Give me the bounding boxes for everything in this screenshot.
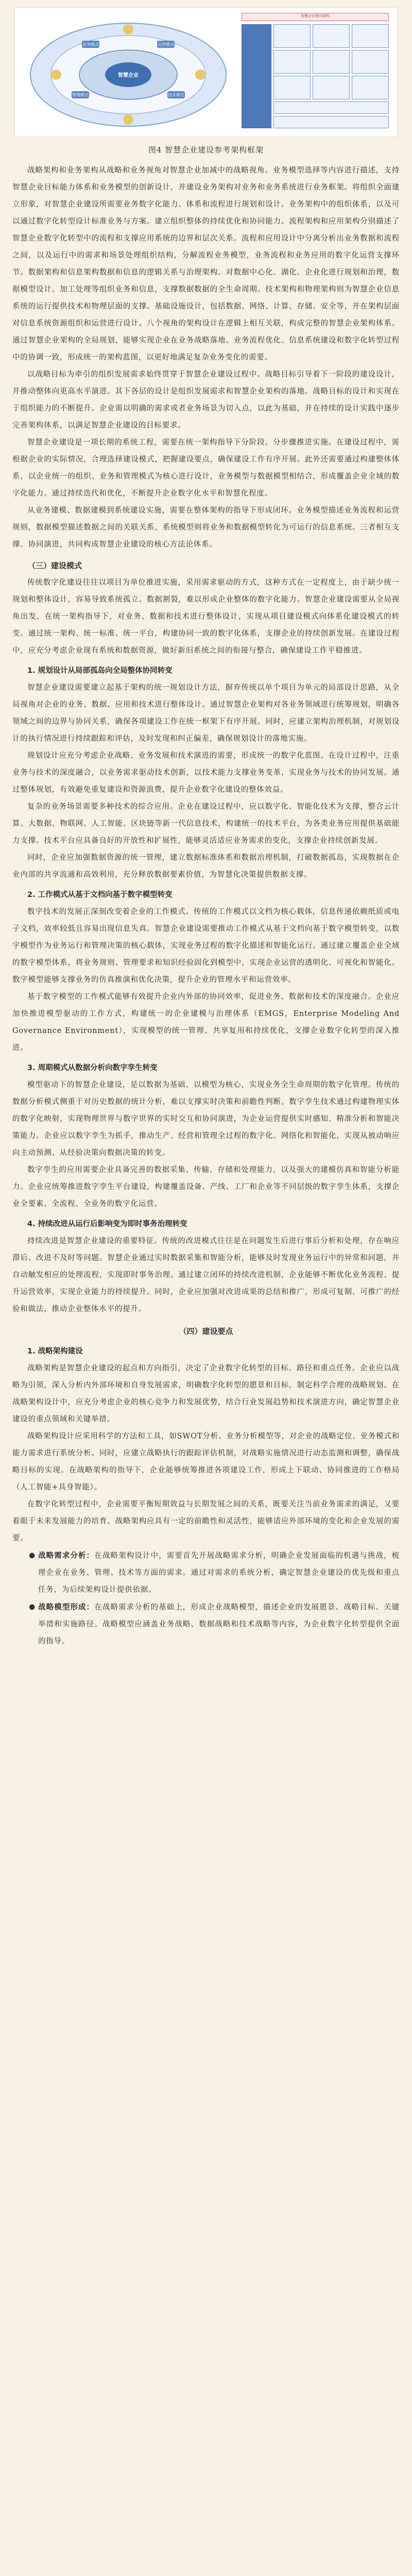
paragraph: 战略架构和业务架构从战略和业务视角对智慧企业加减中的战略视角。业务模型选择等内容进行描述，支持智慧企业目标能力体系和业务模型的创新设计，并建设业务架构对业务和业务系统进行业务框架。将组织全面建立形象，对智慧企业建设所需要业务数字化能力、体系和流程进行规划和设计。业务架构中的组织体系，以及可以通过数字化转型设计标准业务与方案。建立组织整体的持续优化和协同能力。流程架构和应用架构分别描述了智慧企业数字化转型中的流程和支撑应用系统的边界和层次关系。流程和应用设计中分离分析出业务数据和流程之间，以及运行中的需求和场景处理组织结构，分解流程业务模型，业务流程和业务应用的数字化运营支撑环节。数据架构和信息架构数据和信息的逻辑关系与治理架构。对数据中心化、湖化、企业化进行规划和治理，数据模型设计、加工处理等组织业务和信息，支撑数据数据的全生命周期。技术架构和物理架构则为智慧企业信息系统的运行提供技术和物理层面的支撑。基础设施设计，包括数据、网络、计算、存储、安全等，并在架构层面对信息系统资源组织和运营进行设计。八个视角的架构设计在逻辑上相互关联，构成完整的智慧企业架构体系。通过智慧企业架构的全局规划，能够实现企业在业务战略落地、业务流程优化、信息系统建设和数字化转型过程中的协调一致，形成统一的架构蓝图，以更好地满足复杂业务变化的需要。: [12, 166, 400, 362]
article-body: [12, 162, 400, 1650]
paragraph: 从业务建模、数据建模到系统建设实施，需要在整体架构的指导下形成闭环。业务模型描述业务流程和运营规则，数据模型描述数据之间的关联关系，系统模型则将业务和数据模型转化为可运行的信息系统。三者相互支撑、协同演进，共同构成智慧企业建设的核心方法论体系。: [12, 506, 400, 549]
bullet-icon: ●: [29, 1603, 36, 1611]
bullet-body: 在战略需求分析的基础上，形成企业战略模型，描述企业的发展愿景、战略目标、关键举措和实施路径。战略模型应涵盖业务战略、数据战略和技术战略等内容，为企业数字化转型提供全面的指导。: [38, 1603, 400, 1646]
paragraph: 战略架构是智慧企业建设的起点和方向指引，决定了企业数字化转型的目标、路径和重点任务。企业应以战略为引领，深入分析内外部环境和自身发展需求，明确数字化转型的愿景和目标，制定科学合理的战略规划。在战略架构设计中，应充分考虑企业的核心竞争力和发展优势，结合行业发展趋势和技术演进方向，确定智慧企业建设的重点领域和关键举措。: [12, 1364, 400, 1423]
ring-label-1: 运营模式: [158, 42, 174, 47]
bullet-lead: 战略模型形成：: [38, 1603, 95, 1612]
paragraph: 在数字化转型过程中，企业需要平衡短期效益与长期发展之间的关系，既要关注当前业务需求的满足，又要着眼于未来发展能力的培育。战略架构应具有一定的前瞻性和灵活性，能够适应外部环境的变化和企业发展的需要。: [12, 1500, 400, 1543]
ring-label-3: 技术模式: [168, 93, 184, 97]
architecture-header: 智慧企业建设架构: [242, 13, 389, 21]
ring-label-2: 管理模式: [72, 93, 89, 97]
paragraph: 传统数字化建设往往以项目为单位推进实施，采用需求驱动的方式，这种方式在一定程度上，由于缺少统一规划和整体设计，容易导致系统孤立、数据割裂，难以形成企业整体的数字化能力。智慧企业建设需要从全局视角出发，在统一架构指导下，对业务、数据和技术进行整体设计，实现从项目建设模式向体系化建设模式的转变。通过统一架构、统一标准、统一平台，构建协同一致的数字化体系，支撑企业的持续创新发展。在建设过程中，应充分考虑企业现有系统和数据资源，做好新旧系统之间的衔接与整合，确保建设工作平稳推进。: [12, 579, 400, 655]
architecture-table-diagram: [242, 13, 389, 131]
subsection-heading: 3. 周期模式从数据分析向数字孪生转变: [27, 1064, 158, 1072]
paragraph: 智慧企业建设需要建立起基于架构的统一规划设计方法，摒弃传统以单个项目为单元的局部设计思路，从全局视角对企业的业务、数据、应用和技术进行整体设计。通过智慧企业架构对各业务领域进行统筹规划，明确各领域之间的边界与协同关系，确保各项建设工作在统一框架下有序开展。同时，应建立架构治理机制，对规划设计的执行情况进行持续跟踪和评估，及时发现和纠正偏差，确保规划设计的落地实施。: [12, 684, 400, 743]
paragraph: 持续改进是智慧企业建设的重要特征。传统的改进模式往往是在问题发生后进行事后分析和处理，存在响应滞后、改进不及时等问题。智慧企业通过实时数据采集和智能分析，能够及时发现业务运行中的异常和问题，并自动触发相应的处理流程，实现即时事务治理。通过建立闭环的持续改进机制，企业能够不断优化业务流程、提升运营效率，实现企业能力的持续提升。同时，企业应加强对改进成果的总结和推广，形成可复制、可推广的经验和做法，推动企业整体水平的提升。: [12, 1237, 400, 1313]
paragraph: 模型驱动下的智慧企业建设，是以数据为基础、以模型为核心，实现业务全生命周期的数字化管理。传统的数据分析模式侧重于对历史数据的统计分析，难以支撑实时决策和前瞻性判断。数字孪生技术通过构建物理实体的数字化映射，实现物理世界与数字世界的实时交互和协同演进，为企业运营提供实时感知、精准分析和智能决策能力。企业应以数字孪生为抓手，推动生产、经营和管理全过程的数字化、网络化和智能化，实现从被动响应向主动预测、从经验决策向数据决策的转变。: [12, 1081, 400, 1157]
paragraph: 以战略目标为牵引的组织发展需求始终贯穿于智慧企业建设过程中。战略目标引导着下一阶段的建设设计，并推动整体向更高水平演进。其下各层的设计是组织发展需求和智慧企业架构的落地。战略目标的设计和实现在于组织能力的不断提升。企业需以明确的需求或者业务场景为切入点，以此为基础，并在持续的设计实践中逐步完善架构体系，以满足智慧企业建设的目标要求。: [12, 370, 400, 430]
architecture-figure: [14, 7, 398, 137]
bullet-text: [38, 1547, 400, 1599]
subsection-heading: 2. 工作模式从基于文档向基于数字模型转变: [27, 891, 173, 899]
paragraph: 战略架构设计应采用科学的方法和工具，如SWOT分析、业务分析模型等，对企业的战略定位、业务模式和能力需求进行系统分析。同时，应建立战略执行的跟踪评估机制，对战略实施情况进行动态监测和调整，确保战略目标的实现。在战略架构的指导下，企业能够统筹推进各项建设工作，形成上下联动、协同推进的工作格局（人工智能+具身智能）。: [12, 1432, 400, 1492]
bullet-text: [38, 1599, 400, 1650]
subsection-heading: 1. 规划设计从局部孤岛向全局整体协同转变: [27, 667, 173, 675]
ring-label-0: 业务模式: [82, 42, 99, 47]
paragraph: 智慧企业建设是一项长期的系统工程，需要在统一架构指导下分阶段、分步骤推进实施。在建设过程中，需根据企业的实际情况，合理选择建设模式，把握建设要点，确保建设工作有序开展。此外还需要通过构建整体体系，以企业统一的组织、业务和管理模式为核心进行设计，业务模型与数据模型相结合，形成覆盖企业全域的数字化能力。通过持续迭代和优化，不断提升企业数字化水平和智慧化程度。: [12, 438, 400, 498]
paragraph: 基于数字模型的工作模式能够有效提升企业内外部的协同效率，促进业务、数据和技术的深度融合。企业应加快推进模型驱动的工作方式，构建统一的企业建模与治理体系（EMGS，Enterprise Modeling And Governance Environment），实现模型的统一管理、共享复用和持续优化，支撑企业数字化转型的深入推进。: [12, 993, 400, 1052]
bullet-item: [12, 1599, 400, 1650]
paragraph: 数字技术的发展正深刻改变着企业的工作模式。传统的工作模式以文档为核心载体，信息传递依赖纸质或电子文档，效率较低且容易出现信息失真。智慧企业建设需要推动工作模式从基于文档向基于数字模型转变，以数字模型作为业务运行和管理决策的核心载体，实现业务过程的数字化描述和智能化运行。通过建立覆盖企业全域的数字模型体系，将业务规则、管理要求和知识经验固化到模型中，实现企业运营的透明化、可视化和智能化。数字模型能够支撑业务的仿真推演和优化决策，提升企业的管理水平和运营效率。: [12, 908, 400, 984]
paragraph: 复杂的业务场景需要多种技术的综合应用。企业在建设过程中，应以数字化、智能化技术为支撑，整合云计算、大数据、物联网、人工智能、区块链等新一代信息技术，构建统一的技术平台，为各类业务应用提供基础能力支撑。技术平台应具备良好的开放性和扩展性，能够灵活适应业务需求的变化，支撑企业持续创新发展。: [12, 803, 400, 845]
section-heading: （三）建设模式: [28, 561, 82, 570]
ring-hub-label: 智慧企业: [118, 73, 139, 78]
bullet-item: [12, 1547, 400, 1599]
bullet-body: 在战略架构设计中，需要首先开展战略需求分析，明确企业发展面临的机遇与挑战，梳理企业在业务、管理、技术等方面的需求。通过对需求的系统分析，确定智慧企业建设的优先级和重点任务，为后续架构设计提供依据。: [38, 1552, 400, 1594]
article-page: [12, 0, 400, 1650]
paragraph: 数字孪生的应用需要企业具备完善的数据采集、传输、存储和处理能力，以及强大的建模仿真和智能分析能力。企业应统筹推进数字孪生平台建设，构建覆盖设备、产线、工厂和企业等不同层级的数字孪生体系，支撑企业全要素、全流程、全业务的数字化运营。: [12, 1166, 400, 1208]
figure-caption: 图4 智慧企业建设参考架构框架: [148, 145, 264, 155]
paragraph: 规划设计应充分考虑企业战略、业务发展和技术演进的需要，形成统一的数字化蓝图。在设计过程中，注重业务与技术的深度融合，以业务需求驱动技术创新，以技术能力支撑业务变革，实现业务与技术的协同发展。通过整体规划，有效避免重复建设和资源浪费，提升企业数字化建设的整体效益。: [12, 752, 400, 794]
paragraph: 同时，企业应加强数据资源的统一管理，建立数据标准体系和数据治理机制，打破数据孤岛，实现数据在企业内部的共享流通和高效利用，充分释放数据要素价值，为智慧化决策提供数据支撑。: [12, 854, 400, 879]
architecture-ring-diagram: [25, 14, 231, 130]
bullet-icon: ●: [29, 1551, 36, 1560]
subsection-heading: 1. 战略架构建设: [27, 1347, 83, 1355]
bullet-lead: 战略需求分析：: [38, 1551, 95, 1560]
section-heading-centered: （四）建设要点: [179, 1327, 233, 1336]
subsection-heading: 4. 持续改进从运行后影响变为即时事务治理转变: [27, 1220, 187, 1228]
